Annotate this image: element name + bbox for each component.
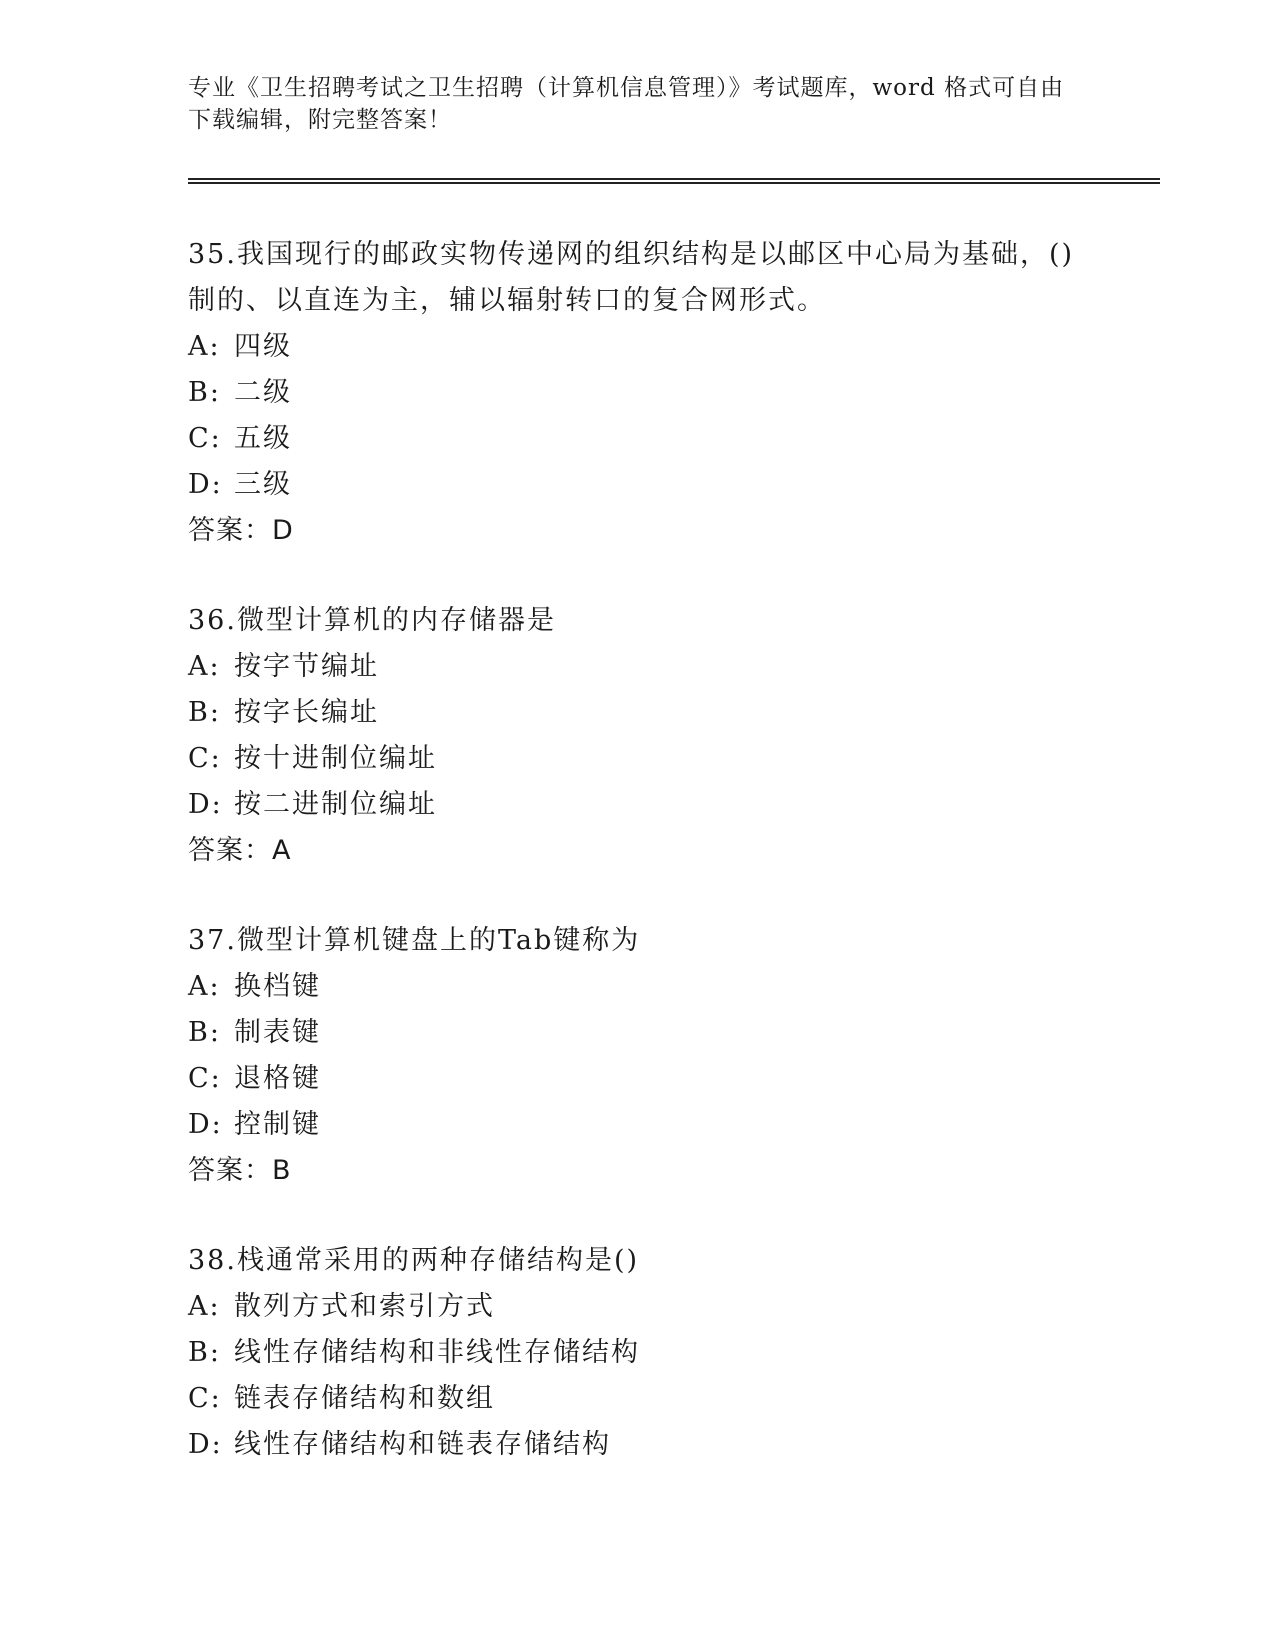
option-text: 按二进制位编址 xyxy=(234,789,437,820)
answer-line: 答案：D xyxy=(188,515,294,546)
option-key: D: xyxy=(188,789,223,820)
option-text: 退格键 xyxy=(234,1063,321,1094)
option-text: 控制键 xyxy=(234,1109,321,1140)
option-d xyxy=(188,1422,1088,1468)
option-text: 换档键 xyxy=(234,971,321,1002)
option-b xyxy=(188,1330,1088,1376)
option-key: C: xyxy=(188,1383,222,1414)
option-key: D: xyxy=(188,1429,223,1460)
option-c xyxy=(188,1376,1088,1422)
option-key: A: xyxy=(188,651,221,682)
option-key: D: xyxy=(188,1109,223,1140)
document-intro: 专业《卫生招聘考试之卫生招聘（计算机信息管理）》考试题库，word 格式可自由下载编辑，附完整答案！ xyxy=(188,75,1065,133)
option-text: 制表键 xyxy=(234,1017,321,1048)
option-text: 三级 xyxy=(234,469,292,500)
option-key: C: xyxy=(188,1063,222,1094)
option-key: C: xyxy=(188,743,222,774)
option-c xyxy=(188,736,1088,782)
option-a xyxy=(188,324,1088,370)
option-d xyxy=(188,1102,1088,1148)
option-key: A: xyxy=(188,1291,221,1322)
question-stem: 35.我国现行的邮政实物传递网的组织结构是以邮区中心局为基础，()制的、以直连为主，辅以辐射转口的复合网形式。 xyxy=(188,239,1075,316)
option-b xyxy=(188,370,1088,416)
question-37 xyxy=(188,918,1088,1194)
question-list xyxy=(188,232,1088,1512)
option-text: 二级 xyxy=(234,377,292,408)
header-divider xyxy=(188,178,1160,184)
option-key: B: xyxy=(188,377,221,408)
option-c xyxy=(188,416,1088,462)
option-d xyxy=(188,782,1088,828)
answer-line: 答案：A xyxy=(188,835,292,866)
question-stem: 37.微型计算机键盘上的Tab键称为 xyxy=(188,925,641,956)
question-stem: 36.微型计算机的内存储器是 xyxy=(188,605,556,636)
option-text: 线性存储结构和链表存储结构 xyxy=(234,1429,611,1460)
option-text: 线性存储结构和非线性存储结构 xyxy=(234,1337,640,1368)
option-a xyxy=(188,1284,1088,1330)
option-text: 按十进制位编址 xyxy=(234,743,437,774)
answer-line: 答案：B xyxy=(188,1155,292,1186)
option-key: A: xyxy=(188,971,221,1002)
question-35 xyxy=(188,232,1088,554)
question-38 xyxy=(188,1238,1088,1468)
question-36 xyxy=(188,598,1088,874)
option-key: B: xyxy=(188,1337,221,1368)
option-key: A: xyxy=(188,331,221,362)
option-b xyxy=(188,1010,1088,1056)
option-key: B: xyxy=(188,1017,221,1048)
option-text: 散列方式和索引方式 xyxy=(234,1291,495,1322)
option-key: C: xyxy=(188,423,222,454)
option-b xyxy=(188,690,1088,736)
option-a xyxy=(188,964,1088,1010)
option-key: D: xyxy=(188,469,223,500)
option-text: 四级 xyxy=(234,331,292,362)
option-d xyxy=(188,462,1088,508)
option-text: 五级 xyxy=(234,423,292,454)
option-c xyxy=(188,1056,1088,1102)
option-a xyxy=(188,644,1088,690)
option-text: 按字长编址 xyxy=(234,697,379,728)
option-text: 链表存储结构和数组 xyxy=(234,1383,495,1414)
question-stem: 38.栈通常采用的两种存储结构是() xyxy=(188,1245,640,1276)
option-text: 按字节编址 xyxy=(234,651,379,682)
option-key: B: xyxy=(188,697,221,728)
